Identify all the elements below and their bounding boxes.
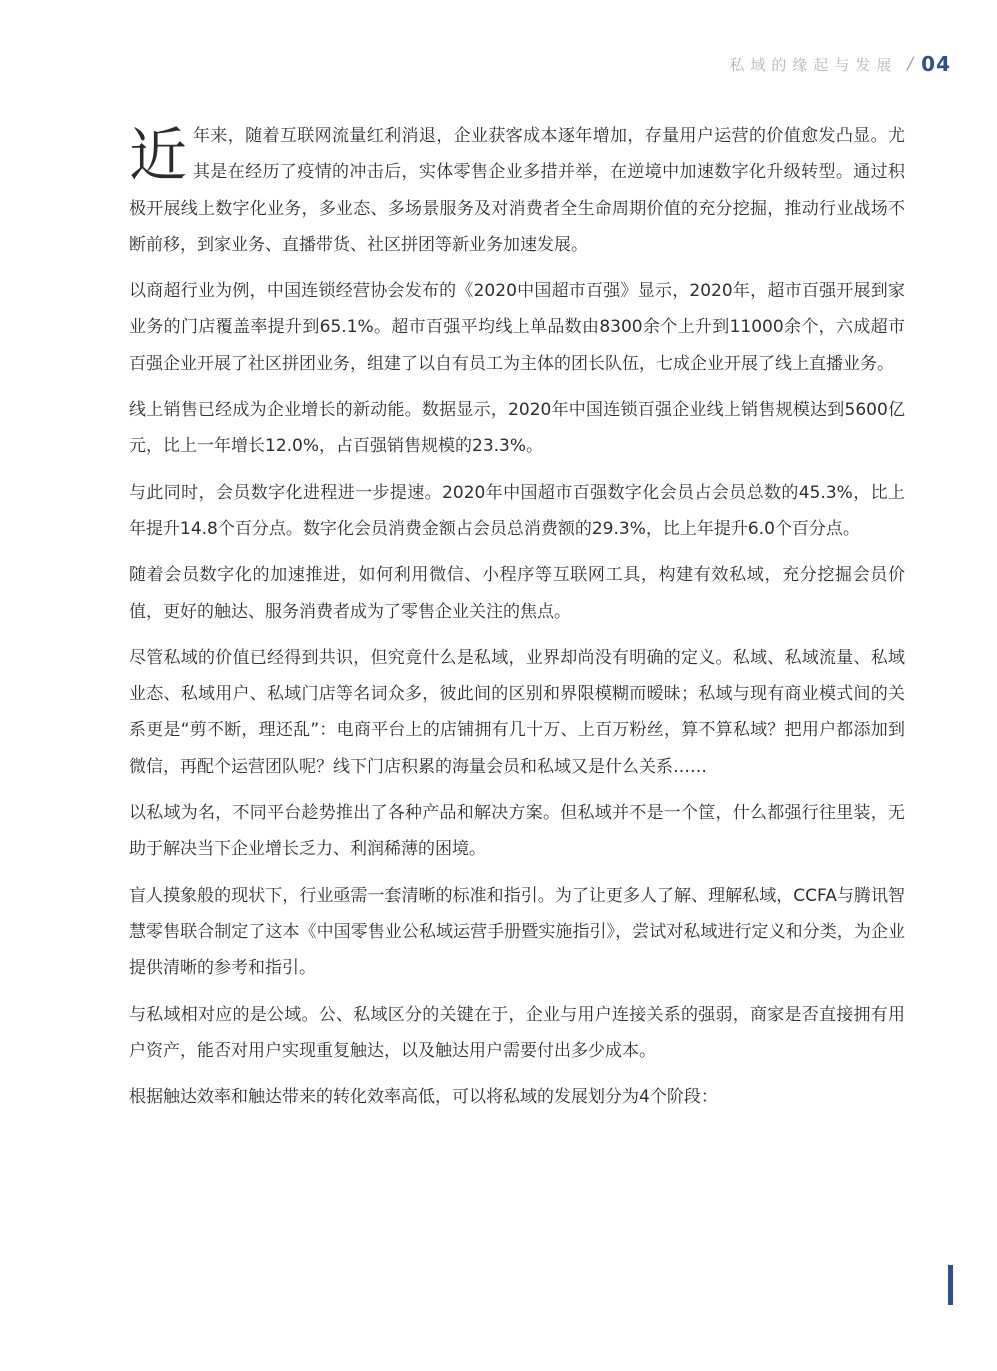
paragraph: 尽管私域的价值已经得到共识，但究竟什么是私域，业界却尚没有明确的定义。私域、私域流量、私域业态、私域用户、私域门店等名词众多，彼此间的区别和界限模糊而暧昧；私域与现有商业模式间的关系更是“剪不断，理还乱”：电商平台上的店铺拥有几十万、上百万粉丝，算不算私域？把用户都添加到微信，再配个运营团队呢？线下门店积累的海量会员和私域又是什么关系…… bbox=[129, 647, 905, 777]
paragraph: 以商超行业为例，中国连锁经营协会发布的《2020中国超市百强》显示，2020年，超市百强开展到家业务的门店覆盖率提升到65.1%。超市百强平均线上单品数由8300余个上升到11000余个，六成超市百强企业开展了社区拼团业务，组建了以自有员工为主体的团长队伍，七成企业开展了线上直播业务。 bbox=[129, 281, 905, 374]
drop-cap: 近 bbox=[129, 121, 188, 189]
header-separator: / bbox=[907, 54, 914, 74]
paragraph: 随着会员数字化的加速推进，如何利用微信、小程序等互联网工具，构建有效私域，充分挖掘会员价值，更好的触达、服务消费者成为了零售企业关注的焦点。 bbox=[129, 565, 905, 622]
paragraph: 盲人摸象般的现状下，行业亟需一套清晰的标准和指引。为了让更多人了解、理解私域，CCFA与腾讯智慧零售联合制定了这本《中国零售业公私域运营手册暨实施指引》，尝试对私域进行定义和分类，为企业提供清晰的参考和指引。 bbox=[129, 885, 905, 979]
paragraph: 与私域相对应的是公域。公、私域区分的关键在于，企业与用户连接关系的强弱，商家是否直接拥有用户资产，能否对用户实现重复触达，以及触达用户需要付出多少成本。 bbox=[129, 1004, 905, 1061]
paragraph: 以私域为名，不同平台趁势推出了各种产品和解决方案。但私域并不是一个筐，什么都强行往里装，无助于解决当下企业增长乏力、利润稀薄的困境。 bbox=[129, 803, 905, 860]
page-number: 04 bbox=[921, 52, 951, 76]
page-edge-marker bbox=[948, 1265, 953, 1305]
intro-text: 年来，随着互联网流量红利消退，企业获客成本逐年增加，存量用户运营的价值愈发凸显。尤其是在经历了疫情的冲击后，实体零售企业多措并举，在逆境中加速数字化升级转型。通过积极开展线上数字化业务，多业态、多场景服务及对消费者全生命周期价值的充分挖掘，推动行业战场不断前移，到家业务、直播带货、社区拼团等新业务加速发展。 bbox=[129, 126, 905, 255]
paragraph: 与此同时，会员数字化进程进一步提速。2020年中国超市百强数字化会员占会员总数的45.3%，比上年提升14.8个百分点。数字化会员消费金额占会员总消费额的29.3%，比上年提升6.0个百分点。 bbox=[129, 482, 905, 539]
paragraph-intro bbox=[129, 118, 905, 263]
section-title: 私域的缘起与发展 bbox=[729, 55, 898, 74]
paragraph: 根据触达效率和触达带来的转化效率高低，可以将私域的发展划分为4个阶段： bbox=[129, 1087, 718, 1108]
article-body bbox=[129, 118, 905, 1125]
paragraph: 线上销售已经成为企业增长的新动能。数据显示，2020年中国连锁百强企业线上销售规模达到5600亿元，比上一年增长12.0%，占百强销售规模的23.3%。 bbox=[129, 400, 905, 457]
page-header bbox=[729, 52, 951, 76]
